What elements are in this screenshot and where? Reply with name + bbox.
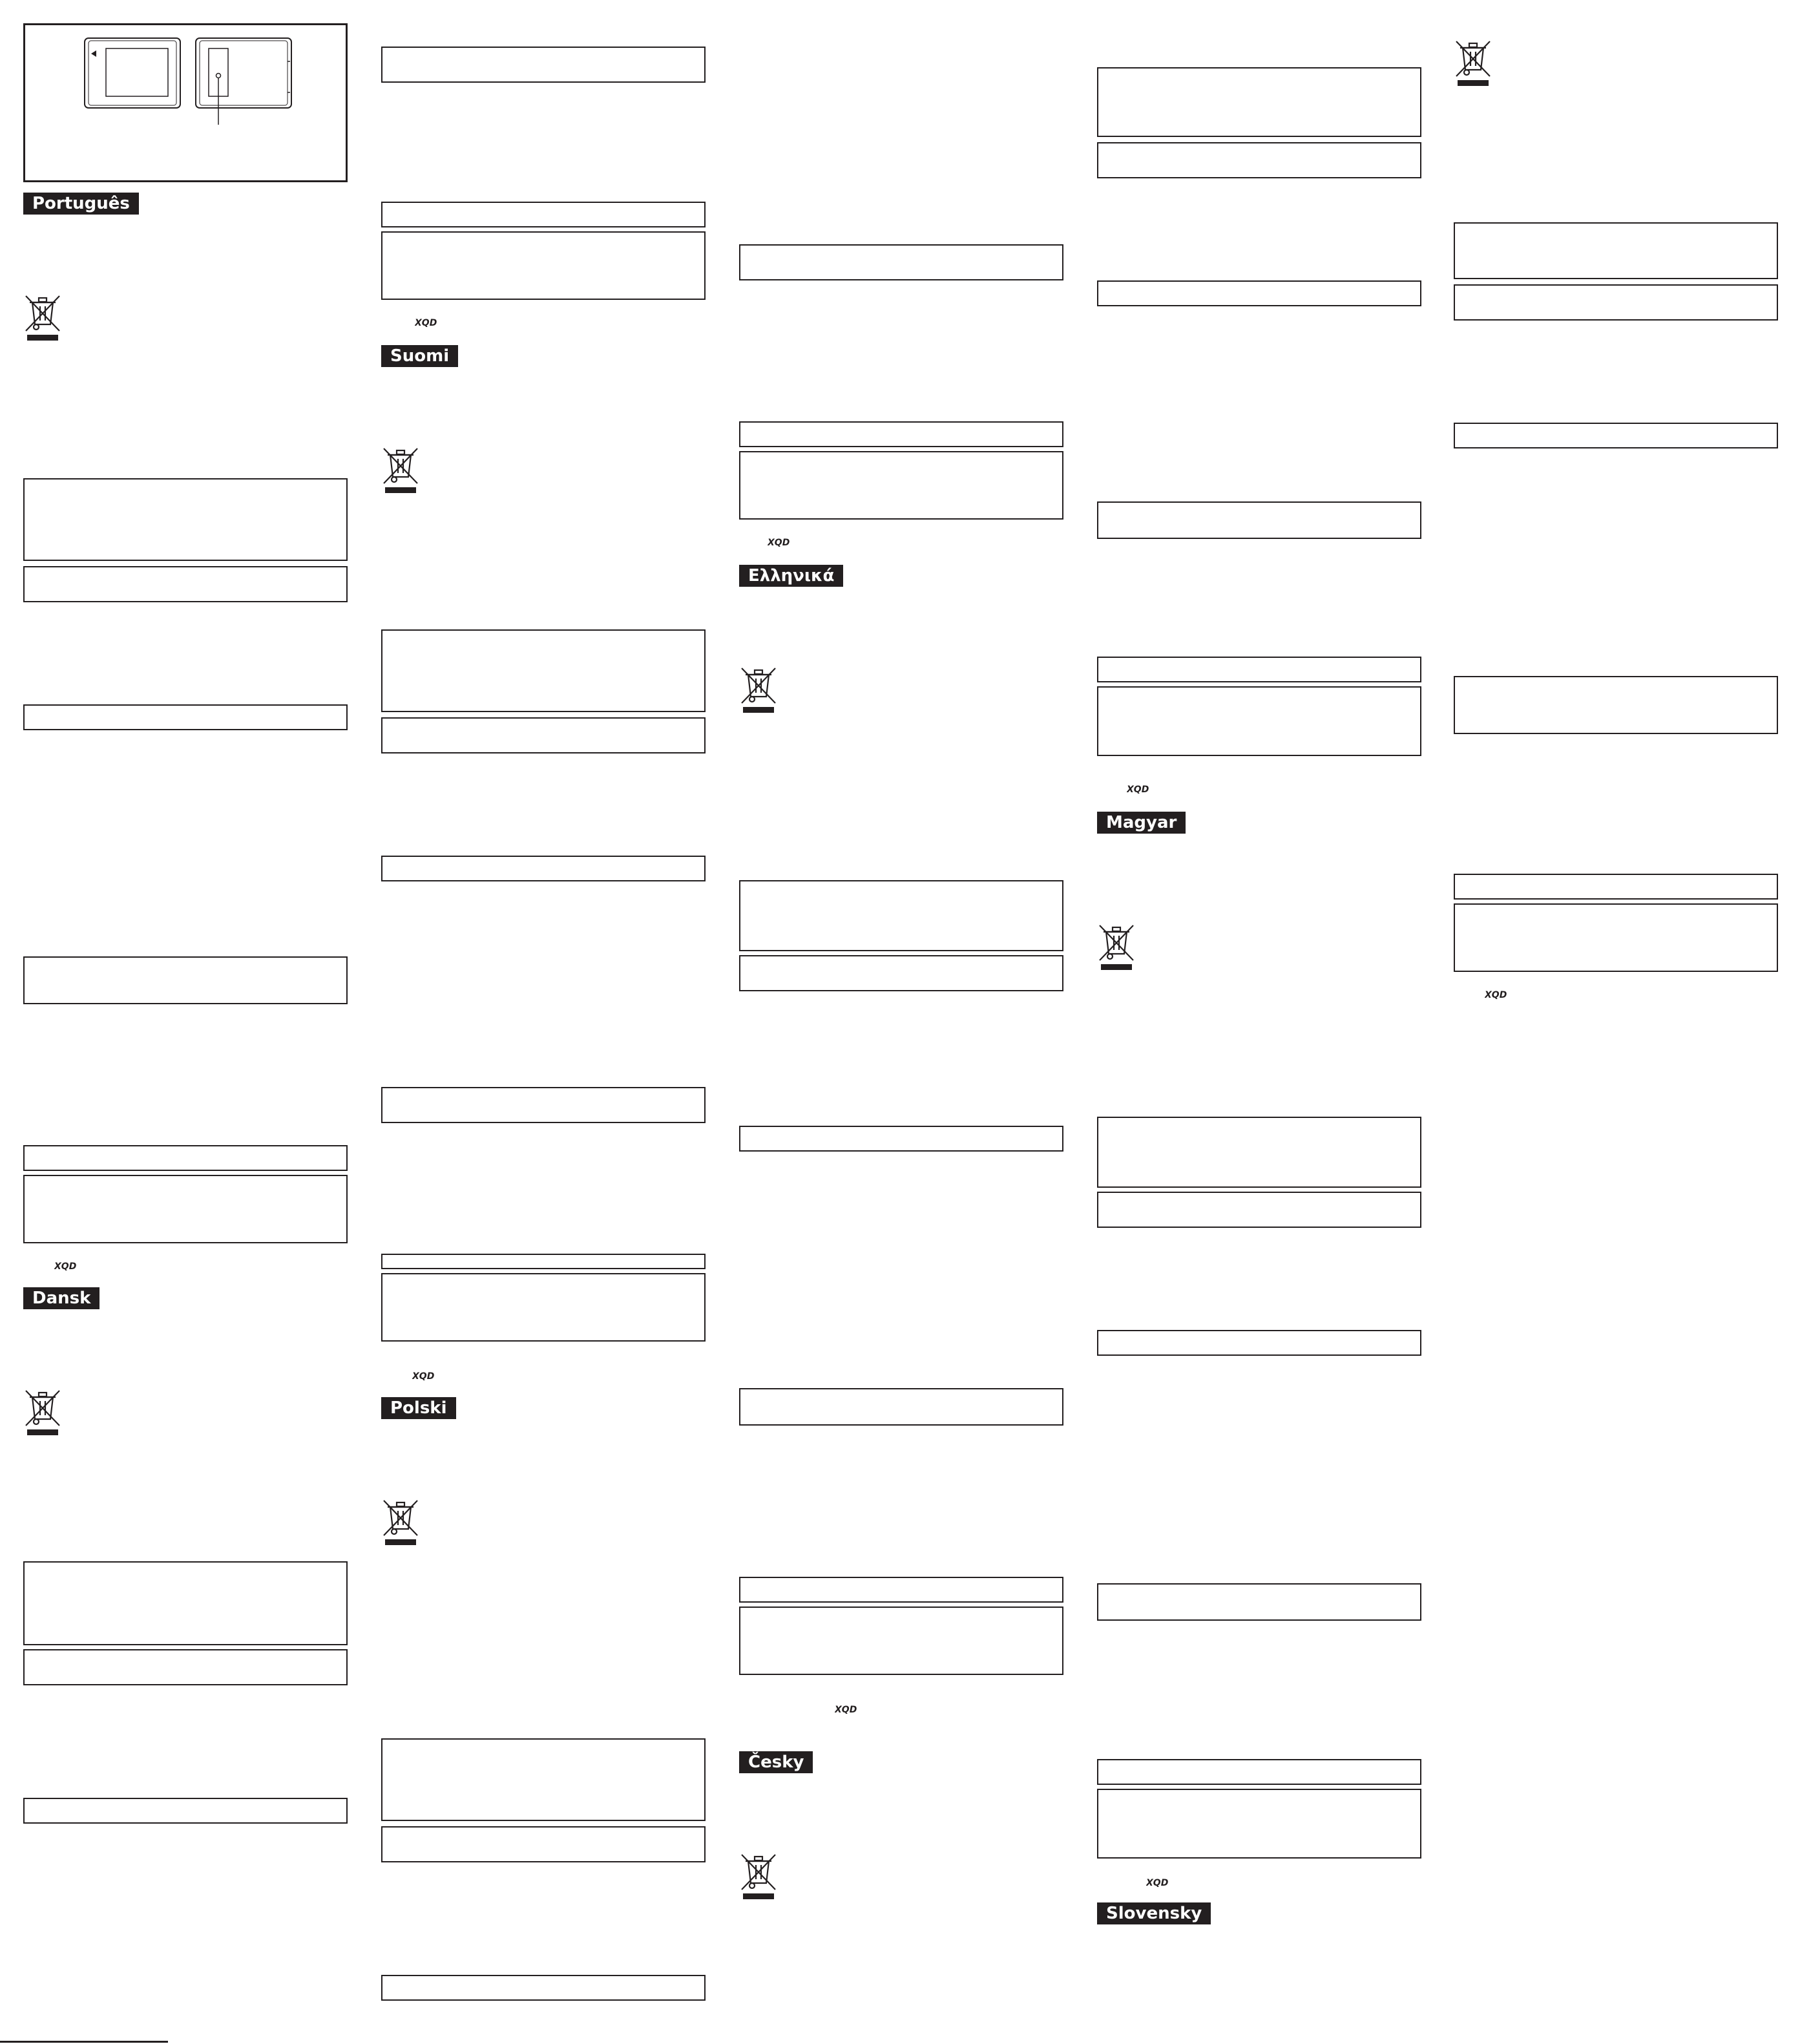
- notice-box: [1454, 903, 1778, 972]
- notice-box: [1097, 1583, 1421, 1621]
- xqd-logo: [1146, 1877, 1188, 1888]
- notice-box: [23, 478, 348, 561]
- notice-box: [1454, 284, 1778, 321]
- notice-box: [381, 47, 706, 83]
- notice-box: [739, 244, 1063, 280]
- figure-frame: [23, 23, 348, 182]
- notice-box: [1454, 676, 1778, 734]
- notice-box: [739, 955, 1063, 991]
- section-title-portugues: Português: [23, 193, 139, 215]
- notice-box: [1097, 686, 1421, 756]
- crossed-out-wheelie-bin-icon: [739, 1851, 778, 1900]
- notice-box: [1097, 280, 1421, 306]
- notice-box: [739, 880, 1063, 951]
- notice-box: [23, 1561, 348, 1645]
- xqd-logo: [54, 1260, 96, 1272]
- notice-box: [1454, 222, 1778, 279]
- notice-box: [739, 1388, 1063, 1426]
- notice-box: [381, 1975, 706, 2001]
- svg-text:XQD: XQD: [412, 1371, 435, 1382]
- notice-box: [381, 856, 706, 881]
- xqd-logo: [412, 1370, 454, 1382]
- notice-box: [739, 451, 1063, 520]
- notice-box: [23, 566, 348, 602]
- svg-text:XQD: XQD: [1146, 1878, 1169, 1888]
- notice-box: [23, 1175, 348, 1243]
- notice-box: [1097, 142, 1421, 178]
- notice-box: [381, 1087, 706, 1123]
- svg-text:XQD: XQD: [1127, 785, 1149, 795]
- notice-box: [739, 1577, 1063, 1603]
- section-title-ellinika: Ελληνικά: [739, 565, 843, 587]
- crossed-out-wheelie-bin-icon: [381, 445, 420, 494]
- notice-box: [381, 1826, 706, 1862]
- section-title-suomi: Suomi: [381, 345, 458, 367]
- crossed-out-wheelie-bin-icon: [1097, 922, 1136, 971]
- xqd-logo: [1127, 783, 1168, 795]
- svg-text:XQD: XQD: [768, 538, 790, 548]
- notice-box: [381, 1738, 706, 1821]
- notice-box: [23, 1798, 348, 1824]
- svg-text:XQD: XQD: [54, 1261, 77, 1272]
- section-title-dansk: Dansk: [23, 1287, 99, 1309]
- crossed-out-wheelie-bin-icon: [381, 1497, 420, 1546]
- notice-box: [381, 717, 706, 753]
- notice-box: [23, 1145, 348, 1171]
- notice-box: [1454, 423, 1778, 448]
- notice-box: [1097, 657, 1421, 682]
- section-title-magyar: Magyar: [1097, 812, 1186, 834]
- notice-box: [739, 1607, 1063, 1675]
- notice-box: [381, 1273, 706, 1342]
- xqd-logo: [768, 536, 809, 548]
- svg-text:XQD: XQD: [415, 318, 437, 328]
- notice-box: [1097, 1192, 1421, 1228]
- notice-box: [1097, 67, 1421, 137]
- section-title-slovensky: Slovensky: [1097, 1902, 1211, 1924]
- notice-box: [381, 231, 706, 300]
- memory-card-illustration: [77, 34, 335, 144]
- notice-box: [23, 1649, 348, 1685]
- crossed-out-wheelie-bin-icon: [23, 1387, 62, 1436]
- notice-box: [739, 1126, 1063, 1152]
- crossed-out-wheelie-bin-icon: [1454, 37, 1492, 87]
- crossed-out-wheelie-bin-icon: [23, 292, 62, 341]
- notice-box: [1097, 1330, 1421, 1356]
- notice-box: [1454, 874, 1778, 900]
- crossed-out-wheelie-bin-icon: [739, 664, 778, 713]
- svg-text:XQD: XQD: [1485, 990, 1507, 1000]
- notice-box: [23, 704, 348, 730]
- notice-box: [381, 1254, 706, 1269]
- notice-box: [1097, 1789, 1421, 1859]
- notice-box: [23, 956, 348, 1004]
- notice-box: [381, 629, 706, 712]
- xqd-logo: [835, 1703, 876, 1715]
- svg-text:XQD: XQD: [835, 1705, 857, 1715]
- notice-box: [1097, 501, 1421, 539]
- xqd-logo: [1485, 989, 1526, 1000]
- notice-box: [1097, 1117, 1421, 1188]
- notice-box: [381, 202, 706, 227]
- section-title-polski: Polski: [381, 1397, 456, 1419]
- section-title-cesky: Česky: [739, 1751, 813, 1773]
- xqd-logo: [415, 317, 456, 328]
- notice-box: [1097, 1759, 1421, 1785]
- notice-box: [739, 421, 1063, 447]
- footer-rule: [0, 2041, 168, 2043]
